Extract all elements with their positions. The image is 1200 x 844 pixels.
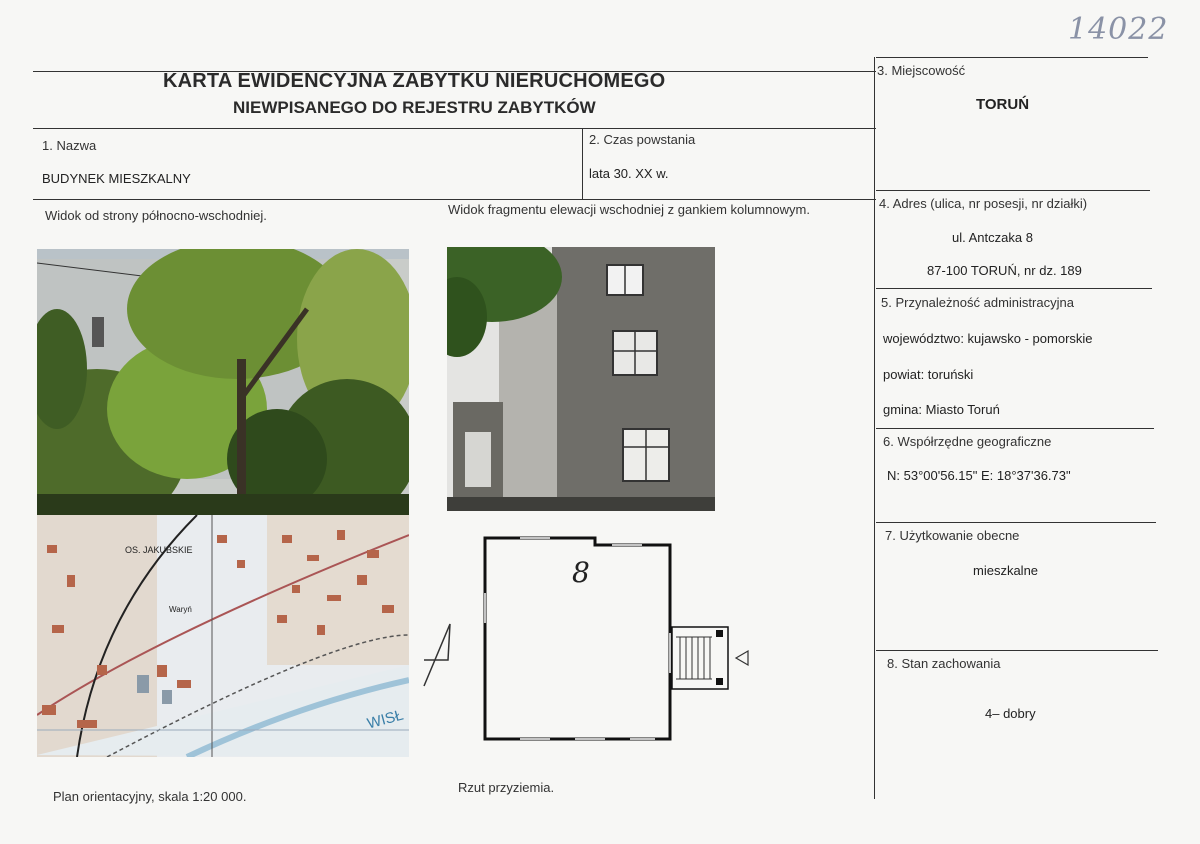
handwritten-number: 14022 bbox=[1068, 12, 1169, 47]
right-line-admin bbox=[876, 288, 1152, 289]
map-caption: Plan orientacyjny, skala 1:20 000. bbox=[53, 789, 247, 804]
floor-plan bbox=[480, 533, 750, 745]
frame-right-top-line bbox=[876, 57, 1148, 58]
name-value: BUDYNEK MIESZKALNY bbox=[42, 171, 191, 186]
usage-label: 7. Użytkowanie obecne bbox=[885, 528, 1020, 543]
photo-northeast-view bbox=[37, 249, 409, 515]
north-arrow-icon bbox=[420, 620, 456, 690]
frame-fields-bottom-line bbox=[33, 199, 876, 200]
coords-value: N: 53°00'56.15" E: 18°37'36.73" bbox=[887, 468, 1071, 483]
map-label-river: WISŁ bbox=[365, 706, 406, 733]
plan-caption: Rzut przyziemia. bbox=[458, 780, 555, 795]
photo2-caption: Widok fragmentu elewacji wschodniej z gankiem kolumnowym. bbox=[448, 202, 810, 217]
divider-name-time bbox=[582, 128, 583, 199]
divider-right-column bbox=[874, 57, 875, 799]
name-label: 1. Nazwa bbox=[42, 138, 97, 153]
right-line-usage bbox=[876, 522, 1156, 523]
address-label: 4. Adres (ulica, nr posesji, nr działki) bbox=[879, 196, 1088, 211]
frame-title-bottom-line bbox=[33, 128, 876, 129]
place-value: TORUŃ bbox=[976, 96, 1030, 113]
condition-value: 4– dobry bbox=[985, 706, 1036, 721]
card-title-line2: NIEWPISANEGO DO REJESTRU ZABYTKÓW bbox=[233, 98, 596, 117]
condition-label: 8. Stan zachowania bbox=[887, 656, 1001, 671]
address-line2: 87-100 TORUŃ, nr dz. 189 bbox=[927, 263, 1082, 278]
plan-building-number: 8 bbox=[572, 556, 590, 589]
photo-east-elevation bbox=[447, 247, 715, 511]
photo1-caption: Widok od strony północno-wschodniej. bbox=[45, 208, 267, 223]
time-value: lata 30. XX w. bbox=[589, 166, 669, 181]
map-label-street: Waryń bbox=[169, 605, 192, 614]
admin-label: 5. Przynależność administracyjna bbox=[881, 295, 1074, 310]
admin-county: powiat: toruński bbox=[883, 367, 974, 382]
usage-value: mieszkalne bbox=[973, 563, 1039, 578]
right-line-address bbox=[876, 190, 1150, 191]
right-line-coords bbox=[876, 428, 1154, 429]
map-label-district: OS. JAKUBSKIE bbox=[125, 545, 193, 555]
place-label: 3. Miejscowość bbox=[877, 63, 966, 78]
card-title-line1: KARTA EWIDENCYJNA ZABYTKU NIERUCHOMEGO bbox=[163, 70, 666, 92]
address-line1: ul. Antczaka 8 bbox=[952, 230, 1033, 245]
right-line-condition bbox=[876, 650, 1158, 651]
coords-label: 6. Współrzędne geograficzne bbox=[883, 434, 1052, 449]
admin-commune: gmina: Miasto Toruń bbox=[883, 402, 1000, 417]
time-label: 2. Czas powstania bbox=[589, 132, 696, 147]
orientation-map bbox=[37, 515, 409, 757]
admin-voivodeship: województwo: kujawsko - pomorskie bbox=[883, 331, 1093, 346]
